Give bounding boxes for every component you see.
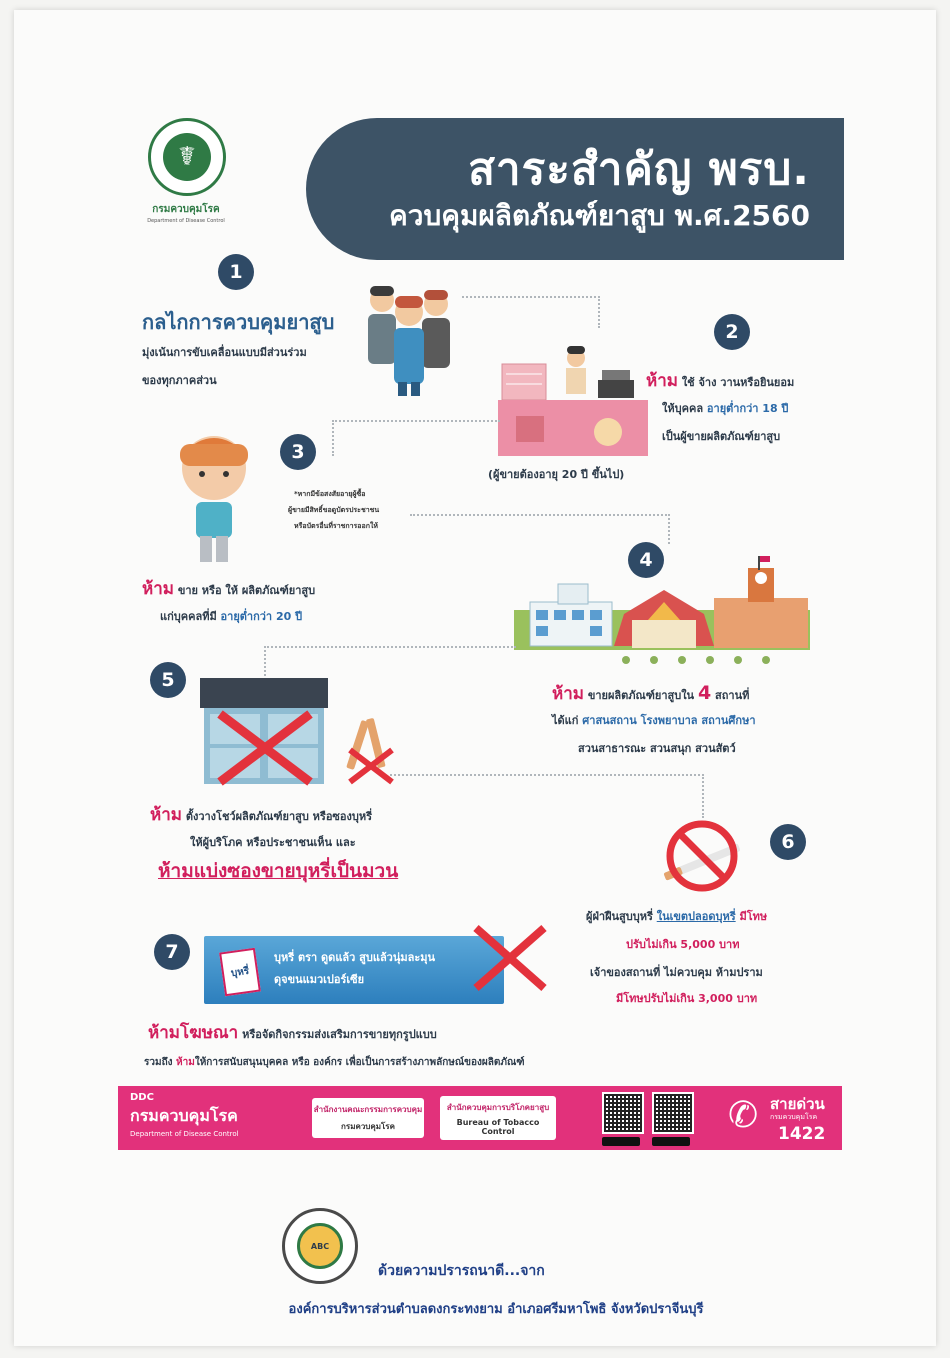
no-smoking-icon <box>654 816 750 896</box>
item-6-fine-owner: มีโทษปรับไม่เกิน 3,000 บาท <box>616 992 758 1005</box>
item-2-line3: เป็นผู้ขายผลิตภัณฑ์ยาสูบ <box>662 430 781 443</box>
item-3-line2-a: แก่บุคคลที่มี <box>160 610 217 623</box>
shop-counter-illustration <box>498 342 648 462</box>
item-6-number: 6 <box>770 824 806 860</box>
item-7-ban: ห้ามโฆษณา <box>148 1023 239 1043</box>
item-7-line2-a: รวมถึง <box>144 1057 173 1068</box>
item-3-number: 3 <box>280 434 316 470</box>
qr-code-icon[interactable] <box>602 1092 644 1134</box>
cigarette-crossed-icon <box>344 714 396 786</box>
caduceus-icon: ☤ <box>163 133 211 181</box>
poster <box>14 10 936 1346</box>
band-chip-2-line1: สำนักควบคุมการบริโภคยาสูบ <box>446 1102 550 1112</box>
seal-text: ABC <box>310 1241 330 1251</box>
item-3-line1-rest: ขาย หรือ ให้ ผลิตภัณฑ์ยาสูบ <box>177 584 316 597</box>
item-2-line1-rest: ใช้ จ้าง วานหรือยินยอม <box>681 376 795 389</box>
page-subtitle: ควบคุมผลิตภัณฑ์ยาสูบ พ.ศ.2560 <box>388 199 810 232</box>
item-5-number: 5 <box>150 662 186 698</box>
item-1-line2: ของทุกภาคส่วน <box>142 374 217 387</box>
seal-center-icon <box>297 1223 343 1269</box>
item-6-smoke-free-zone: ในเขตปลอดบุหรี่ <box>656 910 736 923</box>
hotline-number[interactable]: 1422 <box>778 1124 826 1144</box>
item-4-places-1: ศาสนสถาน โรงพยาบาล สถานศึกษา <box>582 714 756 727</box>
display-shelf-crossed-illustration <box>200 678 328 786</box>
item-1-number: 1 <box>218 254 254 290</box>
item-6-line2 <box>626 932 739 958</box>
band-chip-1 <box>312 1098 424 1138</box>
item-7-number: 7 <box>154 934 190 970</box>
hotline-label: สายด่วน <box>770 1095 825 1113</box>
item-7-line2-ban: ห้าม <box>176 1057 195 1068</box>
item-7-line2-c: ให้การสนับสนุนบุคคล หรือ องค์กร เพื่อเป็นการสร้างภาพลักษณ์ของผลิตภัณฑ์ <box>194 1057 525 1068</box>
band-ddc: DDC <box>130 1092 154 1103</box>
phone-icon: ✆ <box>728 1095 759 1136</box>
item-2-number: 2 <box>714 314 750 350</box>
item-3-footnote-3: หรือบัตรอื่นที่ราชการออกให้ <box>294 522 378 530</box>
item-4-count-unit: สถานที่ <box>715 689 750 702</box>
item-3-footnote-2: ผู้ขายมีสิทธิ์ขอดูบัตรประชาชน <box>288 506 380 514</box>
ad-text-2: ดุจขนแมวเปอร์เซีย <box>274 973 365 986</box>
ad-text-1: บุหรี่ ตรา ดูดแล้ว สูบแล้วนุ่มละมุน <box>274 951 436 964</box>
connector-2-3 <box>332 420 500 456</box>
item-2-line1 <box>646 368 794 396</box>
ddc-logo <box>148 118 226 196</box>
people-illustration <box>354 278 464 398</box>
item-6-line1-a: ผู้ฝ่าฝืนสูบบุหรี่ <box>586 910 653 923</box>
tobacco-ad-banner <box>204 936 504 1004</box>
item-6-penalty-label: มีโทษ <box>739 910 768 923</box>
item-3-ban: ห้าม <box>142 579 174 599</box>
places-illustration <box>514 550 810 670</box>
item-6-line1 <box>586 904 767 930</box>
child-illustration <box>174 430 254 570</box>
item-6-line4 <box>616 986 757 1012</box>
item-1-line1: มุ่งเน้นการขับเคลื่อนแบบมีส่วนร่วม <box>142 346 307 359</box>
item-4-line2 <box>552 708 756 734</box>
google-play-badge-icon[interactable] <box>652 1137 690 1146</box>
footer-band <box>118 1086 842 1150</box>
page-title: สาระสำคัญ พรบ. <box>468 144 810 195</box>
connector-3-4 <box>410 514 670 544</box>
item-4-line2-a: ได้แก่ <box>552 714 579 727</box>
item-3-footnote-1: *หากมีข้อสงสัยอายุผู้ซื้อ <box>294 490 366 498</box>
item-6-line3: เจ้าของสถานที่ ไม่ควบคุม ห้ามปราม <box>590 966 763 979</box>
item-4-line1-rest: ขายผลิตภัณฑ์ยาสูบใน <box>587 689 695 702</box>
band-chip-1-line2: กรมควบคุมโรค <box>341 1122 395 1131</box>
item-4-count: 4 <box>697 682 712 704</box>
connector-5-6 <box>390 774 704 818</box>
org-name-en: Department of Disease Control <box>147 218 225 224</box>
item-7-line1-rest: หรือจัดกิจกรรมส่งเสริมการขายทุกรูปแบบ <box>242 1028 437 1041</box>
qr-group-1 <box>602 1092 644 1146</box>
item-5-line1 <box>150 802 372 830</box>
item-3-line2 <box>160 604 302 630</box>
connector-1-2 <box>462 296 600 328</box>
local-org-seal <box>282 1208 358 1284</box>
qr-code-icon[interactable] <box>652 1092 694 1134</box>
item-5-ban: ห้าม <box>150 805 182 825</box>
greeting: ด้วยความปรารถนาดี...จาก <box>378 1263 545 1279</box>
item-6-fine-smoker: ปรับไม่เกิน 5,000 บาท <box>626 938 740 951</box>
title-banner <box>306 118 844 260</box>
item-4-ban: ห้าม <box>552 684 584 704</box>
item-3-line1 <box>142 576 315 604</box>
item-4-line1 <box>552 680 749 709</box>
item-2-age: อายุต่ำกว่า 18 ปี <box>706 402 789 415</box>
item-5-line2: ให้ผู้บริโภค หรือประชาชนเห็น และ <box>190 836 356 849</box>
org-name: กรมควบคุมโรค <box>152 204 220 215</box>
band-chip-2-line2: Bureau of Tobacco Control <box>456 1117 540 1136</box>
band-org-en: Department of Disease Control <box>130 1130 239 1138</box>
item-7-line1 <box>148 1020 437 1048</box>
item-4-number: 4 <box>628 542 664 578</box>
item-2-line2-a: ให้บุคคล <box>662 402 704 415</box>
item-7-line2 <box>144 1050 525 1076</box>
item-3-age: อายุต่ำกว่า 20 ปี <box>220 610 303 623</box>
band-chip-2 <box>440 1096 556 1140</box>
band-chip-1-line1: สำนักงานคณะกรรมการควบคุม <box>313 1105 423 1114</box>
item-2-line2 <box>662 396 788 422</box>
band-org: กรมควบคุมโรค <box>130 1106 238 1125</box>
item-4-line3: สวนสาธารณะ สวนสนุก สวนสัตว์ <box>578 742 736 755</box>
item-2-note: (ผู้ขายต้องอายุ 20 ปี ขึ้นไป) <box>488 468 625 481</box>
app-store-badge-icon[interactable] <box>602 1137 640 1146</box>
item-2-ban: ห้าม <box>646 371 678 391</box>
item-5-line3: ห้ามแบ่งซองขายบุหรี่เป็นมวน <box>158 860 399 882</box>
item-3-footnotes <box>288 486 379 534</box>
hotline-sub: กรมควบคุมโรค <box>770 1113 818 1121</box>
item-5-line1-rest: ตั้งวางโชว์ผลิตภัณฑ์ยาสูบ หรือซองบุหรี่ <box>185 810 373 823</box>
ad-cross-icon <box>470 922 550 994</box>
qr-group-2 <box>652 1092 694 1146</box>
item-1-heading: กลไกการควบคุมยาสูบ <box>142 310 335 334</box>
sponsor-org: องค์การบริหารส่วนตำบลดงกระทงยาม อำเภอศรีมหาโพธิ จังหวัดปราจีนบุรี <box>288 1302 704 1317</box>
ad-badge: บุหรี่ <box>219 948 261 997</box>
header <box>14 10 936 270</box>
